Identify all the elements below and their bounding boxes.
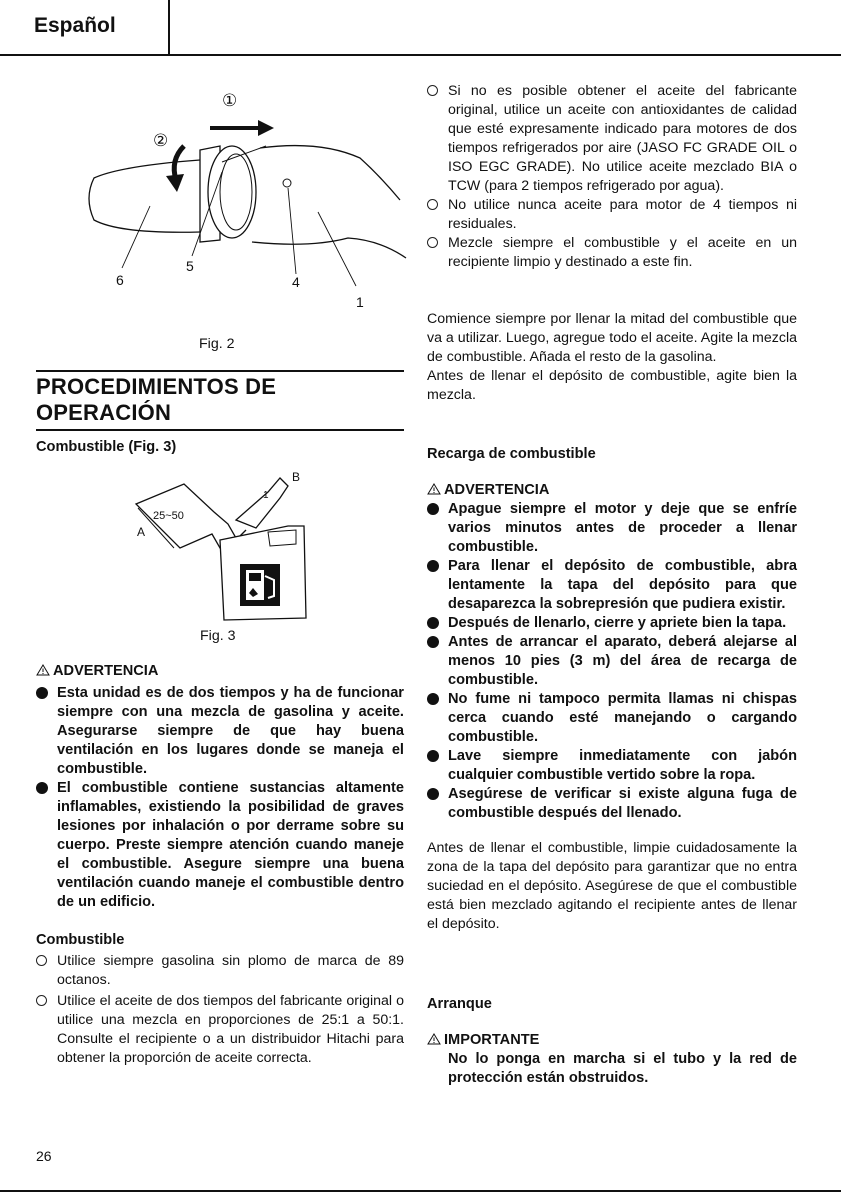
fig3-label-a: A — [137, 525, 146, 539]
fig2-illustration — [80, 80, 410, 320]
bullet-dot-icon — [427, 503, 439, 515]
left-warning-block — [36, 662, 404, 912]
warning-triangle-icon — [427, 1033, 441, 1045]
bullet-dot-icon — [36, 782, 48, 794]
right-fuel-items — [427, 82, 797, 272]
fuel-item: No utilice nunca aceite para motor de 4 tiempos ni residuales. — [427, 196, 797, 234]
refuel-warning-item: No fume ni tampoco permita llamas ni chispas cerca cuando esté manejando o cargando combustible. — [427, 690, 797, 747]
fuel-section — [36, 931, 404, 1068]
important-text: No lo ponga en marcha si el tubo y la red de protección están obstruidos. — [448, 1051, 797, 1086]
bullet-dot-icon — [427, 788, 439, 800]
refuel-warning-title: ADVERTENCIA — [427, 481, 797, 500]
important-title: IMPORTANTE — [427, 1031, 797, 1050]
fig3-ratio-label: 25~50 — [153, 510, 184, 522]
bullet-dot-icon — [427, 693, 439, 705]
fig2-label-6: 6 — [116, 272, 124, 288]
fig2-caption: Fig. 2 — [199, 336, 235, 352]
fig3-label-b: B — [292, 470, 301, 484]
refuel-warning-item: Lave siempre inmediatamente con jabón cualquier combustible vertido sobre la ropa. — [427, 747, 797, 785]
mix-paragraph: Antes de llenar el depósito de combustible, agite bien la mezcla. — [427, 368, 797, 403]
bullet-dot-icon — [36, 687, 48, 699]
refuel-warning-item: Apague siempre el motor y deje que se enfríe varios minutos antes de proceder a llenar combustible. — [427, 500, 797, 557]
bullet-dot-icon — [427, 636, 439, 648]
refuel-warning-item: Antes de arrancar el aparato, deberá alejarse al menos 10 pies (3 m) del área de recarga de combustible. — [427, 633, 797, 690]
fuel-item: Utilice siempre gasolina sin plomo de marca de 89 octanos. — [36, 952, 404, 990]
refuel-warning-item: Para llenar el depósito de combustible, abra lentamente la tapa del depósito para que desaparezca la sobrepresión que pudiera existir. — [427, 557, 797, 614]
fuel-item: Si no es posible obtener el aceite del fabricante original, utilice un aceite con antioxidantes de calidad que esté expresamente indicado para motores de dos tiempos refrigerados por aire (JASO FC GRADE OIL o ISO EGC GRADE). No utilice aceite mezclado BIA o TCW (para 2 tiempos refrigerado por agua). — [427, 82, 797, 196]
fuel-item: Utilice el aceite de dos tiempos del fabricante original o utilice una mezcla en proporciones de 25:1 a 50:1. Consulte el recipiente o a un distribuidor Hitachi para obtener la proporción de aceite correcta. — [36, 992, 404, 1068]
fig3-bottle-label: 1 — [263, 490, 269, 501]
fig2-callout-1: ① — [222, 91, 238, 110]
start-section — [427, 995, 797, 1088]
left-warning-item: El combustible contiene sustancias altamente inflamables, existiendo la posibilidad de graves lesiones por inhalación o por derrame sobre su cuerpo. Preste siempre atención cuando maneje el combustible. Asegure siempre una buena ventilación cuando maneje el combustible dentro de un edificio. — [36, 779, 404, 912]
refuel-paragraph: Antes de llenar el combustible, limpie cuidadosamente la zona de la tapa del depósito para garantizar que no entra suciedad en el depósito. Asegúrese de que el combustible está bien mezclado agitando el recipiente antes de llenar el depósito. — [427, 840, 797, 932]
refuel-warning-item: Asegúrese de verificar si existe alguna fuga de combustible después del llenado. — [427, 785, 797, 823]
fig3-caption: Fig. 3 — [200, 628, 236, 644]
bullet-dot-icon — [427, 617, 439, 629]
fuel-item: Mezcle siempre el combustible y el aceite en un recipiente limpio y destinado a este fin. — [427, 234, 797, 272]
language-label: Español — [34, 14, 116, 37]
header-rule — [170, 54, 841, 56]
fuel-fig-heading: Combustible (Fig. 3) — [36, 439, 177, 455]
warning-triangle-icon — [427, 483, 441, 495]
refuel-warning-item: Después de llenarlo, cierre y apriete bien la tapa. — [427, 614, 797, 633]
refuel-section — [427, 445, 797, 934]
page-number: 26 — [36, 1148, 52, 1164]
fig2-label-5: 5 — [186, 258, 194, 274]
fig2-label-1: 1 — [356, 294, 364, 310]
section-title-line1: PROCEDIMIENTOS DE — [36, 374, 277, 399]
left-warning-item: Esta unidad es de dos tiempos y ha de funcionar siempre con una mezcla de gasolina y aceite. Asegurarse siempre de que hay buena ventilación en los lugares donde se maneja el combustible. — [36, 684, 404, 779]
section-rule-bottom — [36, 429, 404, 431]
bullet-dot-icon — [427, 750, 439, 762]
bullet-circle-icon — [36, 955, 47, 966]
start-heading: Arranque — [427, 996, 492, 1012]
fuel-heading: Combustible — [36, 932, 125, 948]
mix-paragraph: Comience siempre por llenar la mitad del combustible que va a utilizar. Luego, agregue todo el aceite. Agite la mezcla de combustible. Añada el resto de la gasolina. — [427, 311, 797, 365]
section-title-line2: OPERACIÓN — [36, 400, 172, 425]
bullet-circle-icon — [36, 995, 47, 1006]
language-tab — [0, 0, 170, 56]
mix-paragraphs — [427, 310, 797, 405]
bullet-circle-icon — [427, 199, 438, 210]
bullet-circle-icon — [427, 237, 438, 248]
fig2-label-4: 4 — [292, 274, 300, 290]
left-warning-title: ADVERTENCIA — [36, 662, 404, 681]
bullet-dot-icon — [427, 560, 439, 572]
fig3-illustration — [128, 468, 308, 628]
fig2-callout-2: ② — [153, 131, 169, 150]
warning-triangle-icon — [36, 664, 50, 676]
refuel-heading: Recarga de combustible — [427, 446, 596, 462]
bullet-circle-icon — [427, 85, 438, 96]
